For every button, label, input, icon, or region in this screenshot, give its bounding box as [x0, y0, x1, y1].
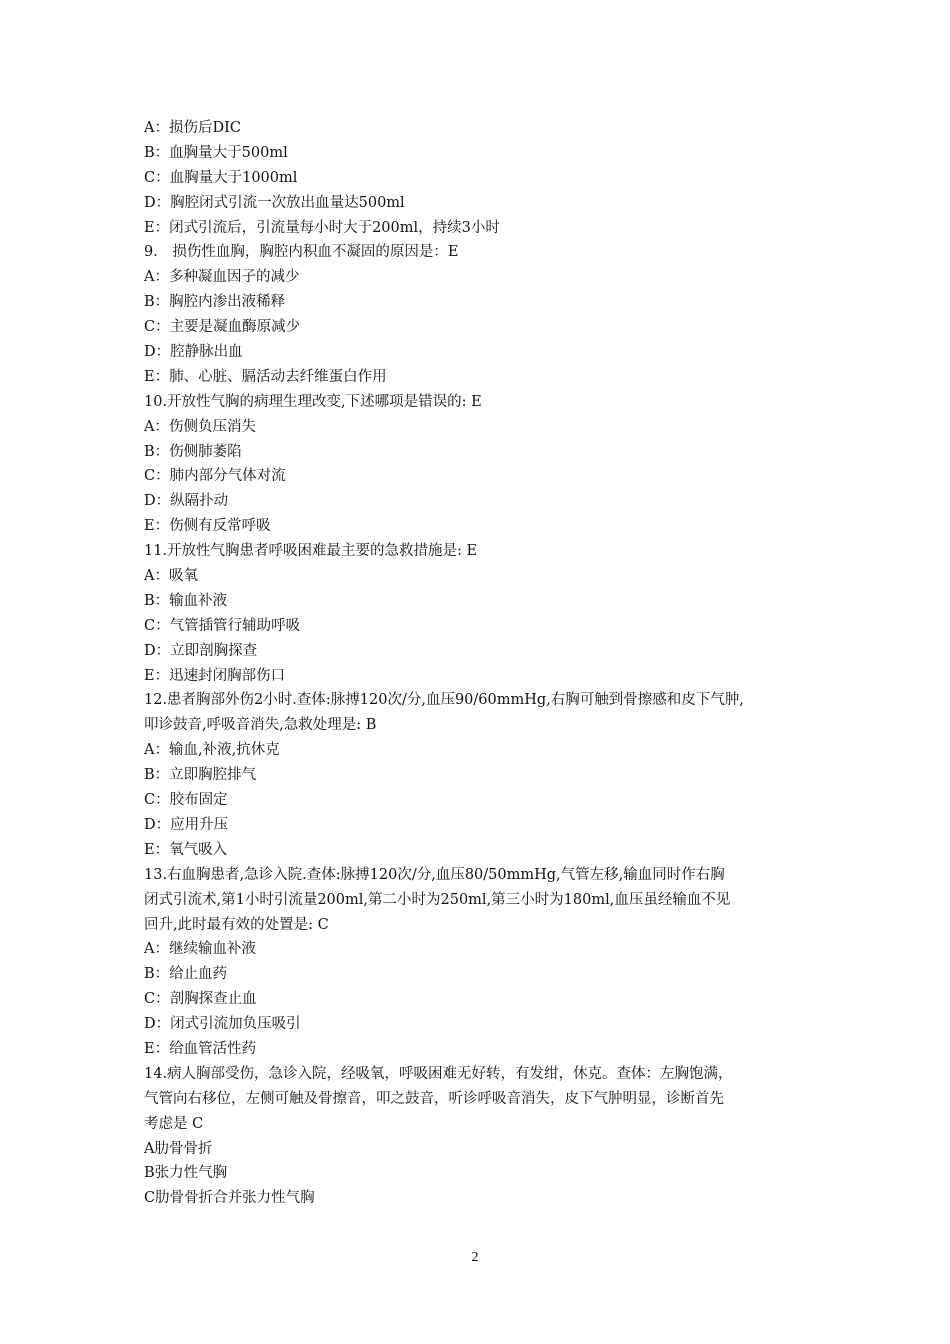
- text-line: 考虑是 C: [144, 1115, 204, 1132]
- text-line: C：主要是凝血酶原减少: [144, 319, 301, 336]
- text-line: E：给血管活性药: [144, 1040, 257, 1057]
- text-line: C：气管插管行辅助呼吸: [144, 617, 301, 634]
- text-line: E：肺、心脏、膈活动去纤维蛋白作用: [144, 368, 387, 385]
- text-line: E：氧气吸入: [144, 841, 228, 858]
- text-line: B：胸腔内渗出液稀释: [144, 294, 286, 311]
- text-line: C：血胸量大于1000ml: [144, 169, 298, 186]
- text-line: A：伤侧负压消失: [144, 418, 256, 435]
- text-line: 气管向右移位，左侧可触及骨擦音，叩之鼓音，听诊呼吸音消失，皮下气肿明显，诊断首先: [144, 1090, 724, 1107]
- text-line: A：输血,补液,抗休克: [144, 742, 280, 759]
- text-line: D：纵隔扑动: [144, 493, 229, 510]
- text-line: 9． 损伤性血胸，胸腔内积血不凝固的原因是：E: [144, 244, 459, 261]
- text-line: B：立即胸腔排气: [144, 767, 257, 784]
- text-line: D：应用升压: [144, 816, 229, 833]
- text-line: A：多种凝血因子的减少: [144, 269, 300, 286]
- text-line: D：闭式引流加负压吸引: [144, 1016, 301, 1033]
- text-line: A：吸氧: [144, 568, 198, 585]
- text-line: B张力性气胸: [144, 1165, 228, 1182]
- text-line: 14.病人胸部受伤，急诊入院，经吸氧，呼吸困难无好转，有发绀，休克。查体：左胸饱满，: [144, 1065, 733, 1082]
- text-line: 12.患者胸部外伤2小时.查体:脉搏120次/分,血压90/60mmHg,右胸可触到骨擦感和皮下气肿,: [144, 692, 744, 709]
- text-line: D：腔静脉出血: [144, 344, 243, 361]
- text-line: E：闭式引流后，引流量每小时大于200ml，持续3小时: [144, 219, 500, 236]
- text-line: E：迅速封闭胸部伤口: [144, 667, 286, 684]
- text-line: E：伤侧有反常呼吸: [144, 518, 271, 535]
- text-line: 回升,此时最有效的处置是: C: [144, 916, 329, 933]
- text-line: 13.右血胸患者,急诊入院.查体:脉搏120次/分,血压80/50mmHg,气管左移,输血同时作右胸: [144, 866, 725, 883]
- text-line: 闭式引流术,第1小时引流量200ml,第二小时为250ml,第三小时为180ml,血压虽经输血不见: [144, 891, 731, 908]
- text-line: C：肺内部分气体对流: [144, 468, 286, 485]
- text-line: C：剖胸探查止血: [144, 991, 257, 1008]
- text-line: B：血胸量大于500ml: [144, 144, 288, 161]
- page-number: 2: [471, 1250, 479, 1265]
- text-line: 11.开放性气胸患者呼吸困难最主要的急救措施是: E: [144, 543, 478, 560]
- text-line: A肋骨骨折: [144, 1140, 213, 1157]
- text-line: D：立即剖胸探查: [144, 642, 258, 659]
- text-line: 10.开放性气胸的病理生理改变,下述哪项是错误的: E: [144, 393, 482, 410]
- text-line: B：给止血药: [144, 966, 228, 983]
- text-line: A：损伤后DIC: [144, 120, 241, 136]
- document-body: [144, 116, 824, 1211]
- text-line: 叩诊鼓音,呼吸音消失,急救处理是: B: [144, 717, 377, 734]
- text-line: A：继续输血补液: [144, 941, 256, 958]
- text-line: B：输血补液: [144, 592, 228, 609]
- text-line: D：胸腔闭式引流一次放出血量达500ml: [144, 194, 405, 211]
- text-line: C：胶布固定: [144, 792, 228, 809]
- text-line: B：伤侧肺萎陷: [144, 443, 242, 460]
- text-line: C肋骨骨折合并张力性气胸: [144, 1190, 315, 1207]
